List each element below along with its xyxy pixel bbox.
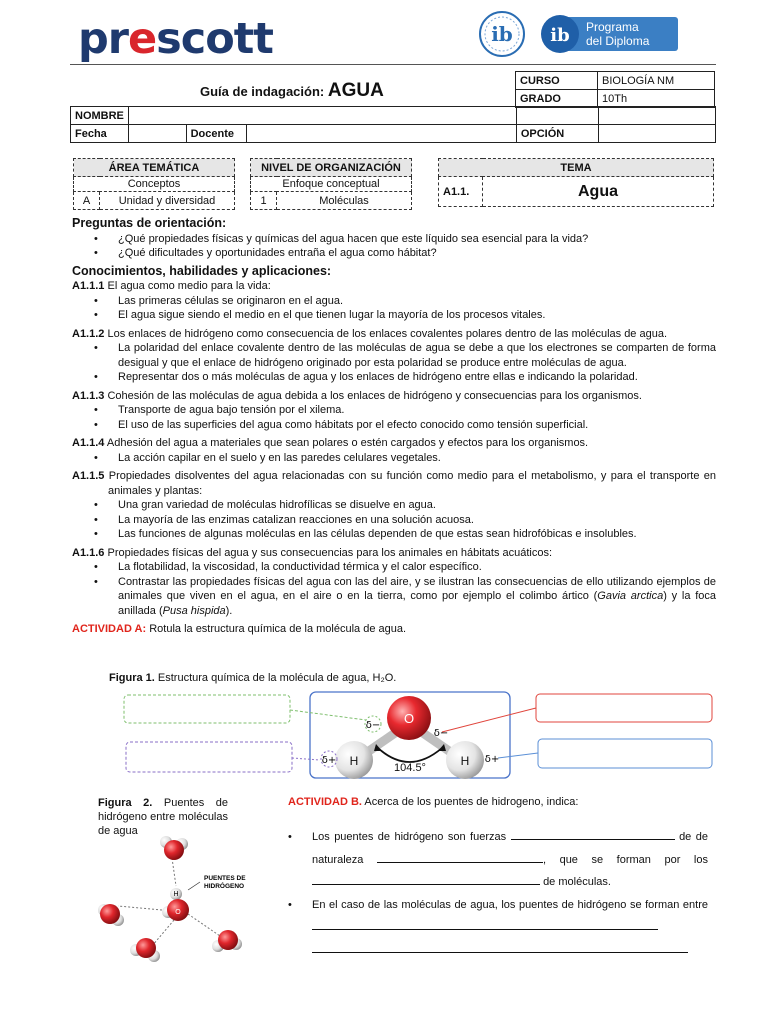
section-a113: A1.1.3 Cohesión de las moléculas de agua debida a los enlaces de hidrógeno y consecuencias para los organismos. • Transporte de agua bajo tensión por el xilema. • El uso de las superficies del agua como hábitats por el efecto conocido como tensión superficial. — [72, 389, 716, 433]
svg-text:ib: ib — [491, 22, 513, 46]
area-header: ÁREA TEMÁTICA — [74, 159, 235, 177]
delta-minus-left: δ− — [365, 720, 381, 731]
hydrogen-label-right: H — [460, 754, 470, 768]
nivel-code: 1 — [251, 192, 277, 210]
area-sub: Conceptos — [74, 177, 235, 192]
nombre-field[interactable] — [128, 107, 516, 125]
section-a114: A1.1.4 Adhesión del agua a materiales que sean polares o estén cargados y efectos para los organismos. • La acción capilar en el suelo y en las paredes celulares vegetales. — [72, 436, 716, 465]
fecha-field[interactable] — [128, 125, 186, 143]
tema-code: A1.1. — [439, 177, 483, 207]
label-box-green[interactable] — [124, 695, 290, 723]
list-item: • Contrastar las propiedades físicas del agua con las del aire, y se ilustran las consecuencias de ello utilizando ejemplos de animales que viven en el agua, en el aire o en la tierra, como por ejemplo el colimbo ártico (Gavia arctica) y la foca anillada (Pusa hispida). — [94, 575, 716, 619]
blank-field[interactable] — [377, 852, 543, 863]
section-a111: A1.1.1 El agua como medio para la vida: • Las primeras células se originaron en el agua. • El agua sigue siendo el medio en el que tienen lugar la mayoría de los procesos vitales. — [72, 279, 716, 323]
actividad-b: ACTIVIDAD B. Acerca de los puentes de hidrogeno, indica: — [288, 796, 579, 808]
preguntas-list — [94, 232, 716, 261]
area-value: Unidad y diversidad — [100, 192, 235, 210]
grado-label: GRADO — [516, 90, 598, 108]
tema-value: Agua — [483, 177, 714, 207]
svg-text:O: O — [175, 909, 181, 916]
ib-programa-diploma-logo — [540, 13, 680, 55]
water-molecule-diagram — [120, 688, 720, 784]
section-a116: A1.1.6 Propiedades físicas del agua y sus consecuencias para los animales en hábitats acuáticos: • La flotabilidad, la viscosidad, la conductividad térmica y el calor específico. • Contrastar las propiedades físicas del agua con las del aire, y se ilustran las consecuencias de ello utilizando ejemplos de animales que viven en el agua, en el aire o en la tierra, como por ejemplo el colimbo ártico (Gavia arctica) y la foca anillada (Pusa hispida). — [72, 546, 716, 619]
nivel-sub: Enfoque conceptual — [251, 177, 412, 192]
nombre-extra-cell-2 — [598, 107, 715, 125]
water-molecule-bottom-left — [136, 938, 156, 958]
actividad-b-list — [288, 826, 708, 961]
tema-table — [438, 158, 714, 207]
svg-text:del Diploma: del Diploma — [586, 34, 650, 48]
blank-field[interactable] — [312, 942, 688, 953]
section-a112: A1.1.2 Los enlaces de hidrógeno como consecuencia de los enlaces covalentes polares dentro de las moléculas de agua. • La polaridad del enlace covalente dentro de las moléculas de agua se debe a que los electrones se comparten de forma desigual y que el enlace de hidrógeno originado por esta polaridad se produce entre moléculas de agua. • Representar dos o más moléculas de agua y los enlaces de hidrógeno entre ellas e indicando la polaridad. — [72, 327, 716, 385]
oxygen-label: O — [403, 711, 415, 726]
list-item: • El uso de las superficies del agua como hábitats por el efecto conocido como tensión superficial. — [94, 418, 716, 433]
label-box-red[interactable] — [536, 694, 712, 722]
actividad-a: ACTIVIDAD A: Rotula la estructura química de la molécula de agua. — [72, 623, 407, 635]
blank-field[interactable] — [312, 919, 658, 930]
label-box-purple[interactable] — [126, 742, 292, 772]
guide-title: Guía de indagación: AGUA — [200, 80, 384, 101]
curso-value: BIOLOGÍA NM — [598, 72, 715, 90]
list-item: • Una gran variedad de moléculas hidrofílicas se disuelve en agua. — [94, 498, 716, 513]
opcion-label: OPCIÓN — [516, 125, 598, 143]
hydrogen-label-left: H — [349, 754, 359, 768]
list-item: • La polaridad del enlace covalente dentro de las moléculas de agua se debe a que los electrones se comparten de forma desigual y que el enlace de hidrógeno originado por esta polaridad se produce entre moléculas de agua. — [94, 341, 716, 370]
fecha-label: Fecha — [71, 125, 129, 143]
list-item: • La mayoría de las enzimas catalizan reacciones en una solución acuosa. — [94, 513, 716, 528]
list-item: • La acción capilar en el suelo y en las paredes celulares vegetales. — [94, 451, 716, 466]
list-item: • ¿Qué propiedades físicas y químicas del agua hacen que este líquido sea esencial para la vida? — [94, 232, 716, 247]
angle-label: 104.5° — [394, 762, 426, 774]
conocimientos-title: Conocimientos, habilidades y aplicaciones: — [72, 263, 332, 278]
svg-text:ib: ib — [550, 25, 570, 46]
docente-label: Docente — [186, 125, 246, 143]
delta-plus-left: δ+ — [321, 755, 337, 766]
grado-value: 10Th — [598, 90, 715, 108]
docente-field[interactable] — [246, 125, 516, 143]
delta-plus-right: δ+ — [484, 754, 500, 765]
list-item: • Los puentes de hidrógeno son fuerzas de de naturaleza , que se forman por los de moléculas. — [288, 831, 709, 888]
preguntas-title: Preguntas de orientación: — [72, 216, 227, 230]
figure-1-caption: Figura 1. Estructura química de la molécula de agua, H₂O. — [109, 672, 397, 684]
water-molecule-left — [100, 904, 120, 924]
puentes-label: PUENTES DE — [204, 875, 246, 882]
list-item: • Transporte de agua bajo tensión por el xilema. — [94, 403, 716, 418]
content-body — [72, 216, 716, 637]
list-item: • El agua sigue siendo el medio en el que tienen lugar la mayoría de los procesos vitales. — [94, 308, 716, 323]
list-item: • ¿Qué dificultades y oportunidades entraña el agua como hábitat? — [94, 246, 716, 261]
svg-text:Programa: Programa — [586, 20, 639, 34]
ib-seal-icon — [472, 10, 532, 58]
figure-2-caption: Figura 2. Puentes de hidrógeno entre moléculas de agua — [98, 797, 229, 837]
area-tematica-table — [73, 158, 235, 210]
opcion-field[interactable] — [598, 125, 715, 143]
svg-text:HIDRÓGENO: HIDRÓGENO — [204, 883, 245, 890]
tema-header: TEMA — [439, 159, 714, 177]
blank-field[interactable] — [312, 874, 540, 885]
nivel-header: NIVEL DE ORGANIZACIÓN — [251, 159, 412, 177]
hydrogen-bonds-diagram — [96, 828, 276, 978]
area-code: A — [74, 192, 100, 210]
section-a115: A1.1.5 Propiedades disolventes del agua relacionadas con su función como medio para el metabolismo, y para el transporte en animales y plantas: • Una gran variedad de moléculas hidrofílicas se disuelve en agua. • La mayoría de las enzimas catalizan reacciones en una solución acuosa. • Las funciones de algunas moléculas en las células dependen de que estas sean hidrofóbicas e insolubles. — [72, 469, 716, 542]
list-item: • Representar dos o más moléculas de agua y los enlaces de hidrógeno entre ellas e indicando la polaridad. — [94, 370, 716, 385]
list-item: • La flotabilidad, la viscosidad, la conductividad térmica y el calor específico. — [94, 560, 716, 575]
header-divider — [70, 64, 716, 65]
water-molecule-bottom-right — [218, 930, 238, 950]
list-item: • Las funciones de algunas moléculas en las células dependen de que estas sean hidrofóbicas e insolubles. — [94, 527, 716, 542]
water-molecule-top — [164, 840, 184, 860]
blank-field[interactable] — [511, 829, 675, 840]
list-item: • En el caso de las moléculas de agua, los puentes de hidrógeno se forman entre — [288, 894, 708, 962]
svg-text:H: H — [173, 891, 179, 898]
delta-minus-right: δ− — [433, 728, 449, 739]
nivel-value: Moléculas — [277, 192, 412, 210]
course-table — [515, 71, 715, 108]
list-item: • Las primeras células se originaron en el agua. — [94, 294, 716, 309]
nivel-organizacion-table — [250, 158, 412, 210]
nombre-extra-cell — [516, 107, 598, 125]
nombre-label: NOMBRE — [71, 107, 129, 125]
curso-label: CURSO — [516, 72, 598, 90]
prescott-logo: prescott — [78, 14, 273, 64]
student-info-table — [70, 106, 716, 143]
label-box-blue[interactable] — [538, 739, 712, 768]
